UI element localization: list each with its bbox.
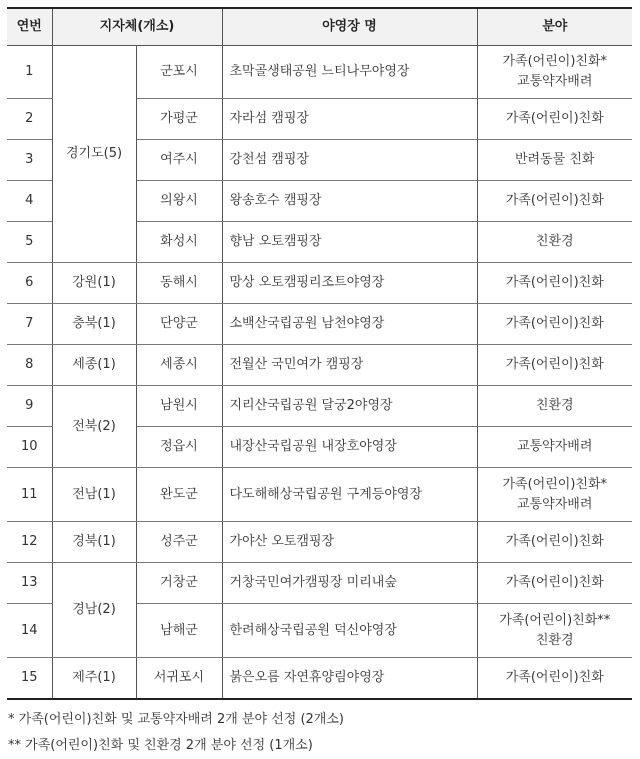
cell-campsite: 한려해상국립공원 덕신야영장 [222,604,477,658]
cell-campsite: 강천섬 캠핑장 [222,140,477,181]
table-row [7,386,632,427]
cell-campsite: 거창국민여가캠핑장 미리내숲 [222,563,477,604]
cell-no: 14 [7,604,52,658]
table-row [7,563,632,604]
cell-campsite: 자라섬 캠핑장 [222,99,477,140]
cell-city: 여주시 [136,140,222,181]
cell-campsite: 왕송호수 캠핑장 [222,181,477,222]
table-row [7,263,632,304]
cell-campsite: 다도해해상국립공원 구계등야영장 [222,468,477,522]
cell-campsite: 소백산국립공원 남천야영장 [222,304,477,345]
cell-city: 거창군 [136,563,222,604]
cell-campsite: 전월산 국민여가 캠핑장 [222,345,477,386]
table-row [7,468,632,522]
table-row [7,46,632,99]
cell-city: 화성시 [136,222,222,263]
cell-no: 5 [7,222,52,263]
header-category: 분야 [477,8,632,46]
cell-city: 가평군 [136,99,222,140]
cell-category: 가족(어린이)친화 [477,522,632,563]
header-campsite: 야영장 명 [222,8,477,46]
cell-province: 경북(1) [52,522,136,563]
cell-no: 8 [7,345,52,386]
category-line: 교통약자배려 [517,74,593,89]
cell-province: 제주(1) [52,658,136,700]
table-header-row [7,8,632,46]
cell-category: 가족(어린이)친화 [477,304,632,345]
table-row [7,345,632,386]
footnote-single-asterisk: * 가족(어린이)친화 및 교통약자배려 2개 분야 선정 (2개소) [8,712,344,727]
header-no: 연번 [7,8,52,46]
category-line: 가족(어린이)친화* [502,476,608,492]
cell-no: 2 [7,99,52,140]
cell-province: 세종(1) [52,345,136,386]
cell-city: 남원시 [136,386,222,427]
cell-no: 3 [7,140,52,181]
cell-no: 11 [7,468,52,522]
cell-province: 전북(2) [52,386,136,468]
cell-no: 9 [7,386,52,427]
cell-city: 세종시 [136,345,222,386]
cell-no: 1 [7,46,52,99]
header-region: 지자체(개소) [52,8,222,46]
cell-province: 강원(1) [52,263,136,304]
cell-no: 10 [7,427,52,468]
cell-category: 가족(어린이)친화 [477,345,632,386]
cell-campsite: 붉은오름 자연휴양림야영장 [222,658,477,700]
cell-category: 가족(어린이)친화 [477,658,632,700]
table-row [7,304,632,345]
cell-province: 전남(1) [52,468,136,522]
cell-category [477,604,632,658]
cell-no: 15 [7,658,52,700]
cell-city: 서귀포시 [136,658,222,700]
cell-city: 완도군 [136,468,222,522]
cell-province: 경남(2) [52,563,136,658]
cell-category: 친환경 [477,222,632,263]
table-row [7,522,632,563]
cell-category: 교통약자배려 [477,427,632,468]
cell-province: 충북(1) [52,304,136,345]
cell-city: 동해시 [136,263,222,304]
cell-category: 가족(어린이)친화 [477,99,632,140]
cell-campsite: 지리산국립공원 달궁2야영장 [222,386,477,427]
cell-category: 친환경 [477,386,632,427]
campsite-table [7,7,632,700]
cell-city: 단양군 [136,304,222,345]
cell-category: 가족(어린이)친화 [477,563,632,604]
cell-category [477,46,632,99]
table-row [7,658,632,700]
footnote-double-asterisk: ** 가족(어린이)친화 및 친환경 2개 분야 선정 (1개소) [8,738,313,753]
category-line: 가족(어린이)친화** [499,612,611,628]
cell-category [477,468,632,522]
cell-category: 가족(어린이)친화 [477,263,632,304]
cell-category: 가족(어린이)친화 [477,181,632,222]
cell-city: 의왕시 [136,181,222,222]
cell-no: 6 [7,263,52,304]
footnotes [8,707,344,759]
cell-no: 12 [7,522,52,563]
cell-no: 13 [7,563,52,604]
cell-campsite: 향남 오토캠핑장 [222,222,477,263]
cell-no: 4 [7,181,52,222]
cell-city: 남해군 [136,604,222,658]
category-line: 교통약자배려 [517,496,593,512]
category-line: 친환경 [535,632,574,648]
cell-no: 7 [7,304,52,345]
cell-campsite: 망상 오토캠핑리조트야영장 [222,263,477,304]
cell-category: 반려동물 친화 [477,140,632,181]
category-line: 가족(어린이)친화* [502,54,608,69]
cell-campsite: 내장산국립공원 내장호야영장 [222,427,477,468]
cell-city: 성주군 [136,522,222,563]
cell-province: 경기도(5) [52,46,136,263]
cell-campsite: 가야산 오토캠핑장 [222,522,477,563]
cell-city: 정읍시 [136,427,222,468]
cell-city: 군포시 [136,46,222,99]
cell-campsite: 초막골생태공원 느티나무야영장 [222,46,477,99]
